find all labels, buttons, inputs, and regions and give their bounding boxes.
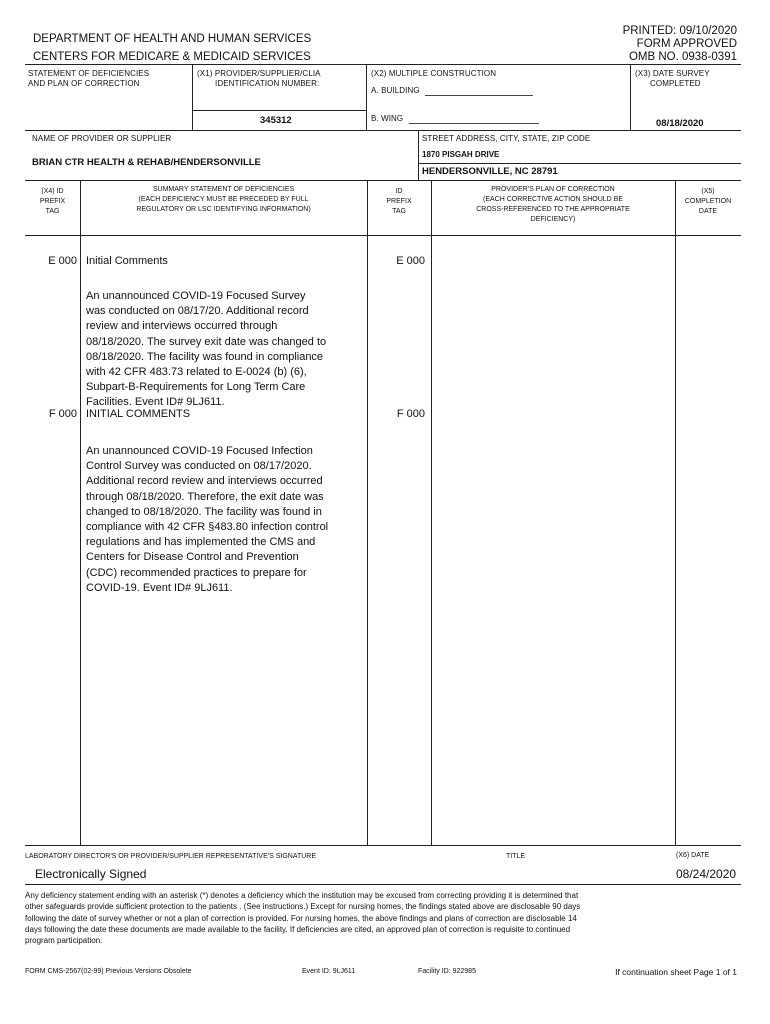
id-header-1: ID <box>395 188 403 195</box>
x5-header-3: DATE <box>698 208 718 215</box>
disclaimer: Any deficiency statement ending with an asterisk (*) denotes a deficiency which the institution may be excused from correcting providing it is determined that other safeguards provide sufficient protection to the patients . (See instructions.) Except for nursing homes, the findings stated above are disclosable 90 days following the date of survey whether or not a plan of correction is provided. For nursing homes, the above findings and plans of correction are disclosable 14 days following the date these documents are made available to the facility. If deficiencies are cited, an approved plan of correction is requisite to continued program participation. <box>25 891 581 946</box>
printed-date: PRINTED: 09/10/2020 <box>622 25 737 37</box>
wing-label-text: B. WING <box>371 114 404 123</box>
f000-body: An unannounced COVID-19 Focused Infection Control Survey was conducted on 08/17/2020. Additional record review and interviews occurred through 08/18/2020. Therefore, the exit date was changed to 08/18/2020. The facility was found in compliance with 42 CFR §483.80 infection control regulations and has implemented the CMS and Centers for Disease Control and Prevention (CDC) recommended practices to prepare for COVID-19. Event ID# 9LJ611. <box>86 445 329 594</box>
x1-value: 345312 <box>260 115 292 126</box>
f000-title: INITIAL COMMENTS <box>86 408 191 420</box>
summary-header-3: REGULATORY OR LSC IDENTIFYING INFORMATION) <box>136 206 311 213</box>
id-header-2: PREFIX <box>386 198 412 205</box>
form-approved: FORM APPROVED <box>636 38 737 50</box>
plan-header-3: CROSS-REFERENCED TO THE APPROPRIATE <box>476 206 630 213</box>
building-label-text: A. BUILDING <box>371 86 420 95</box>
x3-label-2: COMPLETED <box>650 79 701 88</box>
provider-name-label: NAME OF PROVIDER OR SUPPLIER <box>32 134 172 143</box>
statement-label-2: AND PLAN OF CORRECTION <box>28 79 140 88</box>
plan-header-1: PROVIDER'S PLAN OF CORRECTION <box>491 186 615 193</box>
x2-label: (X2) MULTIPLE CONSTRUCTION <box>371 69 497 78</box>
summary-header-1: SUMMARY STATEMENT OF DEFICIENCIES <box>152 186 295 193</box>
wing-blank <box>409 122 539 124</box>
e000-title: Initial Comments <box>86 255 168 267</box>
x5-header-1: (X5) <box>701 188 715 195</box>
omb-number: OMB NO. 0938-0391 <box>628 51 737 63</box>
city-state-zip: HENDERSONVILLE, NC 28791 <box>422 166 558 177</box>
e000-body: An unannounced COVID-19 Focused Survey was conducted on 08/17/20. Additional record review and interviews occurred through 08/18/2020. The survey exit date was changed to 08/18/2020. The facility was found in compliance with 42 CFR 483.73 related to E-0024 (b) (6), Subpart-B-Requirements for Long Term Care Facilities. Event ID# 9LJ611. <box>86 290 327 409</box>
address-label: STREET ADDRESS, CITY, STATE, ZIP CODE <box>422 134 591 143</box>
form-id: FORM CMS-2567(02-99) Previous Versions Obsolete <box>25 968 192 975</box>
building-blank <box>425 94 533 96</box>
x4-header-2: PREFIX <box>39 198 66 205</box>
signature-label: LABORATORY DIRECTOR'S OR PROVIDER/SUPPLIER REPRESENTATIVE'S SIGNATURE <box>25 853 317 860</box>
e000-prefix-tag: E 000 <box>48 255 77 267</box>
building-label <box>371 86 533 96</box>
plan-header-2: (EACH CORRECTIVE ACTION SHOULD BE <box>482 196 624 203</box>
signature-date: 08/24/2020 <box>676 867 737 881</box>
x4-header-1: (X4) ID <box>41 188 64 195</box>
event-id: Event ID: 9LJ611 <box>302 968 356 975</box>
wing-label <box>371 114 539 124</box>
summary-header-2: (EACH DEFICIENCY MUST BE PRECEDED BY FULL <box>138 196 309 203</box>
id-header-3: TAG <box>392 208 406 215</box>
x3-label-1: (X3) DATE SURVEY <box>635 69 710 78</box>
facility-id: Facility ID: 922985 <box>418 968 476 975</box>
statement-label-1: STATEMENT OF DEFICIENCIES <box>28 69 150 78</box>
street-address: 1870 PISGAH DRIVE <box>422 150 500 159</box>
signature-value: Electronically Signed <box>35 867 147 881</box>
x1-label-1: (X1) PROVIDER/SUPPLIER/CLIA <box>197 69 321 78</box>
f000-prefix-tag: F 000 <box>48 408 77 420</box>
provider-name: BRIAN CTR HEALTH & REHAB/HENDERSONVILLE <box>32 157 261 168</box>
e000-id-tag: E 000 <box>396 255 425 267</box>
title-label: TITLE <box>506 853 526 860</box>
plan-header-4: DEFICIENCY) <box>530 216 576 223</box>
x4-header-3: TAG <box>45 208 60 215</box>
dept-line-1: DEPARTMENT OF HEALTH AND HUMAN SERVICES <box>33 33 312 45</box>
x3-value: 08/18/2020 <box>656 118 704 129</box>
f000-id-tag: F 000 <box>396 408 425 420</box>
date-label: (X6) DATE <box>676 852 710 859</box>
page-continuation: If continuation sheet Page 1 of 1 <box>615 967 737 977</box>
x5-header-2: COMPLETION <box>684 198 732 205</box>
dept-line-2: CENTERS FOR MEDICARE & MEDICAID SERVICES <box>33 51 311 63</box>
x1-label-2: IDENTIFICATION NUMBER: <box>215 79 320 88</box>
